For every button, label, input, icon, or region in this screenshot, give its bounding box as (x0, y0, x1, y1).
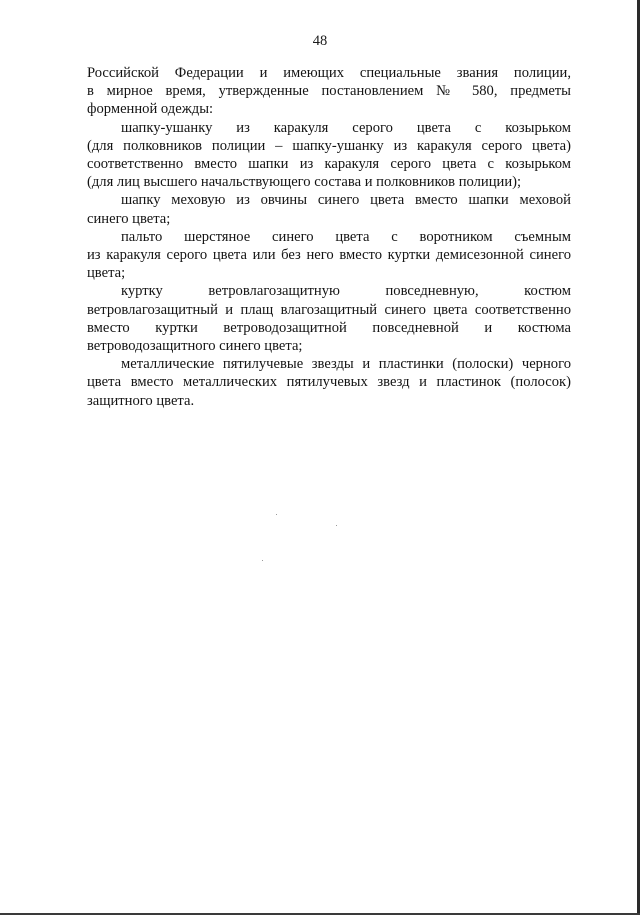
document-body (87, 64, 571, 410)
text-line: защитного цвета. (87, 392, 195, 409)
paragraph-item-jacket (87, 282, 571, 355)
text-line: (для лиц высшего начальствующего состава и полковников полиции); (87, 174, 522, 191)
text-line: вместо куртки ветроводозащитной повседневной и костюма (87, 319, 571, 336)
text-line: ветроводозащитного синего цвета; (87, 338, 303, 355)
text-line: куртку ветровлагозащитную повседневную, костюм (121, 283, 571, 300)
text-line: шапку-ушанку из каракуля серого цвета с козырьком (121, 119, 571, 136)
paragraph-intro (87, 64, 571, 119)
text-line: синего цвета; (87, 210, 171, 227)
text-line: цвета вместо металлических пятилучевых звезд и пластинок (полосок) (87, 374, 571, 391)
text-line: форменной одежды: (87, 101, 214, 118)
text-line: Российской Федерации и имеющих специальные звания полиции, (87, 65, 571, 81)
text-line: соответственно вместо шапки из каракуля серого цвета с козырьком (87, 156, 571, 173)
paragraph-item-fur-hat (87, 191, 571, 227)
text-line: цвета; (87, 265, 126, 282)
paragraph-item-hat (87, 119, 571, 192)
text-line: (для полковников полиции – шапку-ушанку из каракуля серого цвета) (87, 137, 571, 154)
page-number: 48 (312, 33, 328, 49)
text-line: металлические пятилучевые звезды и пластинки (полоски) черного (121, 356, 571, 373)
scan-speck (276, 514, 277, 515)
text-line: пальто шерстяное синего цвета с воротником съемным (121, 228, 571, 245)
text-line: ветровлагозащитный и плащ влагозащитный синего цвета соответственно (87, 301, 571, 318)
paragraph-item-stars (87, 355, 571, 410)
text-line: из каракуля серого цвета или без него вместо куртки демисезонной синего (87, 247, 571, 264)
paragraph-item-coat (87, 228, 571, 283)
text-line: шапку меховую из овчины синего цвета вместо шапки меховой (121, 192, 571, 209)
scan-speck (336, 525, 337, 526)
text-line: в мирное время, утвержденные постановлением № 580, предметы (87, 83, 571, 100)
scan-speck (262, 560, 263, 561)
